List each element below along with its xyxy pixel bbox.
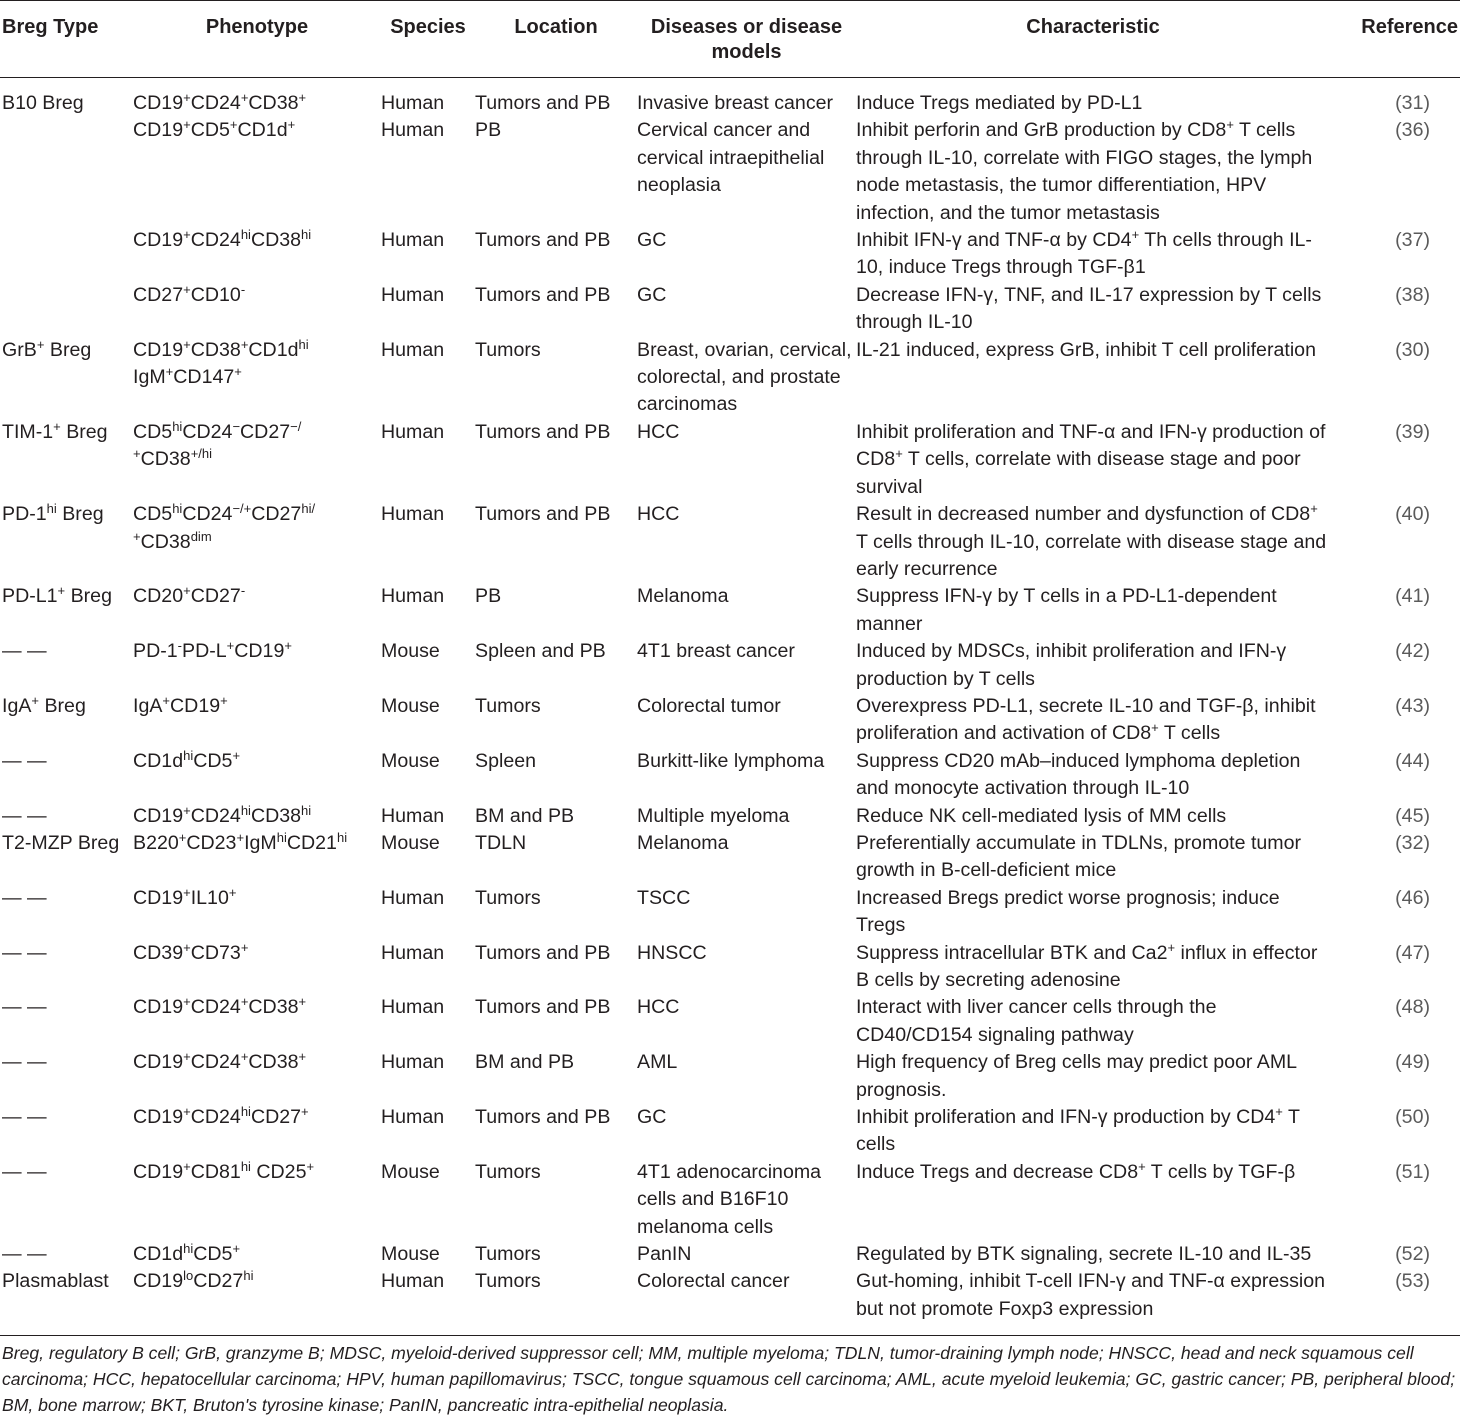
cell-characteristic: Induced by MDSCs, inhibit proliferation and IFN-γ production by T cells <box>856 640 1287 690</box>
cell-breg-type: B10 Breg <box>2 92 84 114</box>
cell-breg-type: IgA+ Breg <box>2 692 86 717</box>
table-row <box>0 638 1460 693</box>
cell-phenotype: CD39+CD73+ <box>133 939 249 964</box>
cell-breg-type: T2-MZP Breg <box>2 831 120 854</box>
cell-reference: (41) <box>1395 585 1430 608</box>
cell-location: Spleen <box>475 749 537 772</box>
cell-species: Human <box>381 420 445 443</box>
cell-characteristic: Induce Tregs mediated by PD-L1 <box>856 92 1143 114</box>
cell-species: Human <box>381 229 445 252</box>
header-row <box>0 1 1460 78</box>
cell-reference: (46) <box>1395 886 1430 909</box>
cell-disease: HCC <box>637 996 680 1019</box>
cell-reference: (42) <box>1395 640 1430 663</box>
cell-location: Tumors <box>475 1160 541 1183</box>
cell-disease: Burkitt-like lymphoma <box>637 749 825 772</box>
cell-disease: Invasive breast cancer <box>637 92 834 114</box>
cell-location: Tumors <box>475 886 541 909</box>
cell-disease: Colorectal tumor <box>637 694 781 717</box>
table-row <box>0 885 1460 940</box>
cell-characteristic: Result in decreased number and dysfunction of CD8+ T cells through IL-10, correlate with disease stage and early recurrence <box>856 501 1327 580</box>
cell-breg-type: GrB+ Breg <box>2 336 92 361</box>
cell-reference: (38) <box>1395 283 1430 306</box>
cell-location: PB <box>475 585 502 608</box>
cell-location: Tumors and PB <box>475 1106 611 1129</box>
cell-breg-type: — — <box>2 1106 47 1129</box>
cell-location: Tumors and PB <box>475 92 611 114</box>
cell-phenotype: $CD19^+CD38^+CD1d^{hi}$ IgM+CD147+ <box>133 336 309 389</box>
cell-species: Human <box>381 941 445 964</box>
cell-phenotype: CD20+CD27- <box>133 583 246 608</box>
table-row <box>0 1049 1460 1104</box>
cell-breg-type <box>0 117 133 227</box>
cell-characteristic: Suppress intracellular BTK and Ca2+ influx in effector B cells by secreting adenosine <box>856 939 1318 991</box>
cell-location: Tumors and PB <box>475 941 611 964</box>
cell-disease: HNSCC <box>637 941 707 964</box>
table-row <box>0 419 1460 501</box>
table-row <box>0 1159 1460 1241</box>
cell-characteristic: Increased Bregs predict worse prognosis; induce Tregs <box>856 886 1280 937</box>
cell-reference: (31) <box>1395 92 1430 114</box>
cell-reference: (40) <box>1395 503 1430 526</box>
cell-species: Human <box>381 1106 445 1129</box>
cell-disease: HCC <box>637 420 680 443</box>
cell-location: Tumors and PB <box>475 996 611 1019</box>
header-species: Species <box>390 16 466 38</box>
cell-characteristic: Inhibit perforin and GrB production by CD8+ T cells through IL-10, correlate with FIGO stages, the lymph node metastasis, the tumor differentiation, HPV infection, and the tumor metastasis <box>856 117 1313 224</box>
cell-phenotype: $CD5^{hi}CD24^-CD27^{-/}$ $^+CD38^{+/hi}$ <box>133 418 302 471</box>
cell-characteristic: High frequency of Breg cells may predict poor AML prognosis. <box>856 1051 1297 1101</box>
cell-characteristic: IL-21 induced, express GrB, inhibit T cell proliferation <box>856 338 1316 361</box>
cell-species: Human <box>381 996 445 1019</box>
cell-characteristic: Inhibit proliferation and TNF-α and IFN-γ production of CD8+ T cells, correlate with disease stage and poor survival <box>856 420 1326 498</box>
table-row <box>0 940 1460 995</box>
cell-characteristic: Suppress CD20 mAb–induced lymphoma depletion and monocyte activation through IL-10 <box>856 749 1301 800</box>
cell-reference: (50) <box>1395 1106 1430 1129</box>
cell-characteristic: Decrease IFN-γ, TNF, and IL-17 expression by T cells through IL-10 <box>856 283 1322 334</box>
cell-reference: (36) <box>1395 119 1430 142</box>
cell-breg-type: TIM-1+ Breg <box>2 418 108 443</box>
cell-species: Human <box>381 283 445 306</box>
cell-disease: GC <box>637 1106 667 1129</box>
table-row <box>0 337 1460 419</box>
cell-phenotype: CD27+CD10- <box>133 281 246 306</box>
table-row <box>0 803 1460 830</box>
cell-location: Tumors and PB <box>475 229 611 252</box>
cell-breg-type: — — <box>2 804 47 827</box>
header-diseases: Diseases or disease models <box>650 16 843 63</box>
cell-reference: (37) <box>1395 229 1430 252</box>
cell-location: Spleen and PB <box>475 640 606 663</box>
cell-characteristic: Preferentially accumulate in TDLNs, promote tumor growth in B-cell-deficient mice <box>856 831 1302 882</box>
cell-species: Human <box>381 585 445 608</box>
cell-phenotype: CD19+CD5+CD1d+ <box>133 117 296 142</box>
cell-disease: 4T1 breast cancer <box>637 640 795 663</box>
table-footnote: Breg, regulatory B cell; GrB, granzyme B; MDSC, myeloid-derived suppressor cell; MM, multiple myeloma; TDLN, tumor-draining lymph node; HNSCC, head and neck squamous cell carcinoma; HCC, hepatocellular carcinoma; HPV, human papillomavirus; TSCC, tongue squamous cell carcinoma; AML, acute myeloid leukemia; GC, gastric cancer; PB, peripheral blood; BM, bone marrow; BKT, Bruton's tyrosine kinase; PanIN, pancreatic intra-epithelial neoplasia. <box>2 1343 1456 1416</box>
cell-breg-type: — — <box>2 941 47 964</box>
cell-species: Human <box>381 804 445 827</box>
cell-disease: GC <box>637 229 667 252</box>
cell-species: Human <box>381 119 445 142</box>
cell-breg-type: — — <box>2 1051 47 1074</box>
cell-breg-type: — — <box>2 640 47 663</box>
table-row <box>0 830 1460 885</box>
cell-disease: Melanoma <box>637 585 729 608</box>
cell-species: Mouse <box>381 831 440 854</box>
cell-characteristic: Suppress IFN-γ by T cells in a PD-L1-dependent manner <box>856 585 1277 635</box>
cell-characteristic: Regulated by BTK signaling, secrete IL-10 and IL-35 <box>856 1243 1312 1266</box>
cell-characteristic: Induce Tregs and decrease CD8+ T cells by TGF-β <box>856 1158 1296 1183</box>
cell-location: TDLN <box>475 831 527 854</box>
table-row <box>0 748 1460 803</box>
cell-reference: (47) <box>1395 941 1430 964</box>
cell-location: BM and PB <box>475 1051 575 1074</box>
cell-location: BM and PB <box>475 804 575 827</box>
cell-disease: Colorectal cancer <box>637 1270 790 1293</box>
table-row <box>0 693 1460 748</box>
table-row <box>0 1104 1460 1159</box>
cell-disease: GC <box>637 283 667 306</box>
cell-species: Human <box>381 1051 445 1074</box>
cell-location: Tumors <box>475 338 541 361</box>
cell-phenotype: $CD19^+CD24^{hi}CD38^{hi}$ <box>133 802 312 827</box>
cell-disease: PanIN <box>637 1243 692 1266</box>
cell-disease: Melanoma <box>637 831 729 854</box>
cell-disease: Cervical cancer and cervical intraepithelial neoplasia <box>637 119 825 197</box>
cell-breg-type: Plasmablast <box>2 1270 109 1293</box>
cell-location: Tumors <box>475 1243 541 1266</box>
table-row <box>0 1241 1460 1268</box>
cell-disease: Breast, ovarian, cervical, colorectal, and prostate carcinomas <box>637 338 852 416</box>
cell-phenotype: $CD19^{lo}CD27^{hi}$ <box>133 1268 254 1293</box>
cell-breg-type: — — <box>2 996 47 1019</box>
header-phenotype: Phenotype <box>205 16 309 38</box>
cell-species: Human <box>381 92 445 114</box>
cell-disease: 4T1 adenocarcinoma cells and B16F10 melanoma cells <box>637 1160 822 1238</box>
cell-phenotype: CD19+IL10+ <box>133 884 237 909</box>
cell-breg-type: — — <box>2 886 47 909</box>
table-row <box>0 1268 1460 1335</box>
cell-breg-type <box>0 227 133 282</box>
cell-disease: Multiple myeloma <box>637 804 790 827</box>
cell-reference: (39) <box>1395 420 1430 443</box>
cell-breg-type: PD-L1+ Breg <box>2 583 112 608</box>
cell-phenotype: $CD1d^{hi}CD5^+$ <box>133 1241 241 1266</box>
cell-breg-type <box>0 282 133 337</box>
cell-location: PB <box>475 119 502 142</box>
cell-phenotype: CD19+CD24+CD38+ <box>133 994 307 1019</box>
cell-location: Tumors and PB <box>475 420 611 443</box>
table-row <box>0 583 1460 638</box>
cell-species: Mouse <box>381 749 440 772</box>
cell-phenotype: $CD5^{hi}CD24^{-/+}CD27^{hi/}$ $^+CD38^{dim}$ <box>133 501 316 553</box>
table-row <box>0 282 1460 337</box>
cell-location: Tumors and PB <box>475 503 611 526</box>
cell-phenotype: $B220^+CD23^+IgM^{hi}CD21^{hi}$ <box>133 829 348 854</box>
cell-location: Tumors <box>475 694 541 717</box>
cell-reference: (45) <box>1395 804 1430 827</box>
cell-breg-type: — — <box>2 749 47 772</box>
cell-disease: AML <box>637 1051 678 1074</box>
cell-phenotype: CD19+CD24+CD38+ <box>133 1049 307 1074</box>
cell-breg-type: — — <box>2 1160 47 1183</box>
cell-disease: TSCC <box>637 886 691 909</box>
cell-species: Mouse <box>381 640 440 663</box>
cell-characteristic: Inhibit proliferation and IFN-γ production by CD4+ T cells <box>856 1104 1300 1156</box>
cell-species: Human <box>381 1270 445 1293</box>
cell-reference: (44) <box>1395 749 1430 772</box>
cell-phenotype: $CD19^+CD24^{hi}CD38^{hi}$ <box>133 227 312 252</box>
table-header <box>0 1 1460 78</box>
cell-reference: (51) <box>1395 1160 1430 1183</box>
header-breg-type: Breg Type <box>2 16 99 38</box>
header-reference: Reference <box>1361 16 1458 38</box>
cell-species: Human <box>381 503 445 526</box>
table-row <box>0 994 1460 1049</box>
cell-location: Tumors <box>475 1270 541 1293</box>
table-row <box>0 501 1460 583</box>
cell-breg-type: $PD-1^{hi}$ Breg <box>2 501 104 526</box>
cell-species: Human <box>381 338 445 361</box>
cell-disease: HCC <box>637 503 680 526</box>
cell-species: Human <box>381 886 445 909</box>
cell-reference: (30) <box>1395 338 1430 361</box>
cell-characteristic: Reduce NK cell-mediated lysis of MM cells <box>856 804 1227 827</box>
cell-reference: (32) <box>1395 831 1430 854</box>
cell-reference: (53) <box>1395 1270 1430 1293</box>
cell-phenotype: PD-1-PD-L+CD19+ <box>133 638 292 663</box>
header-characteristic: Characteristic <box>1026 16 1160 38</box>
cell-location: Tumors and PB <box>475 283 611 306</box>
table-row <box>0 227 1460 282</box>
cell-reference: (43) <box>1395 694 1430 717</box>
cell-phenotype: IgA+CD19+ <box>133 692 228 717</box>
cell-characteristic: Gut-homing, inhibit T-cell IFN-γ and TNF-α expression but not promote Foxp3 expression <box>856 1270 1326 1320</box>
cell-reference: (52) <box>1395 1243 1430 1266</box>
cell-species: Mouse <box>381 1160 440 1183</box>
cell-phenotype: $CD1d^{hi}CD5^+$ <box>133 747 241 772</box>
header-location: Location <box>514 16 598 38</box>
table-body <box>0 78 1460 1336</box>
cell-reference: (49) <box>1395 1051 1430 1074</box>
cell-characteristic: Overexpress PD-L1, secrete IL-10 and TGF-β, inhibit proliferation and activation of CD8+ T cells <box>856 694 1316 745</box>
cell-breg-type: — — <box>2 1243 47 1266</box>
cell-species: Mouse <box>381 694 440 717</box>
cell-phenotype: CD19+CD24+CD38+ <box>133 90 307 114</box>
cell-species: Mouse <box>381 1243 440 1266</box>
cell-characteristic: Inhibit IFN-γ and TNF-α by CD4+ Th cells through IL-10, induce Tregs through TGF-β1 <box>856 227 1312 279</box>
cell-phenotype: $CD19^+CD81^{hi}$ CD25+ <box>133 1158 315 1183</box>
cell-phenotype: $CD19^+CD24^{hi}CD27^+$ <box>133 1104 309 1129</box>
cell-reference: (48) <box>1395 996 1430 1019</box>
cell-characteristic: Interact with liver cancer cells through the CD40/CD154 signaling pathway <box>856 996 1217 1046</box>
table-row <box>0 78 1460 118</box>
table-row <box>0 117 1460 227</box>
